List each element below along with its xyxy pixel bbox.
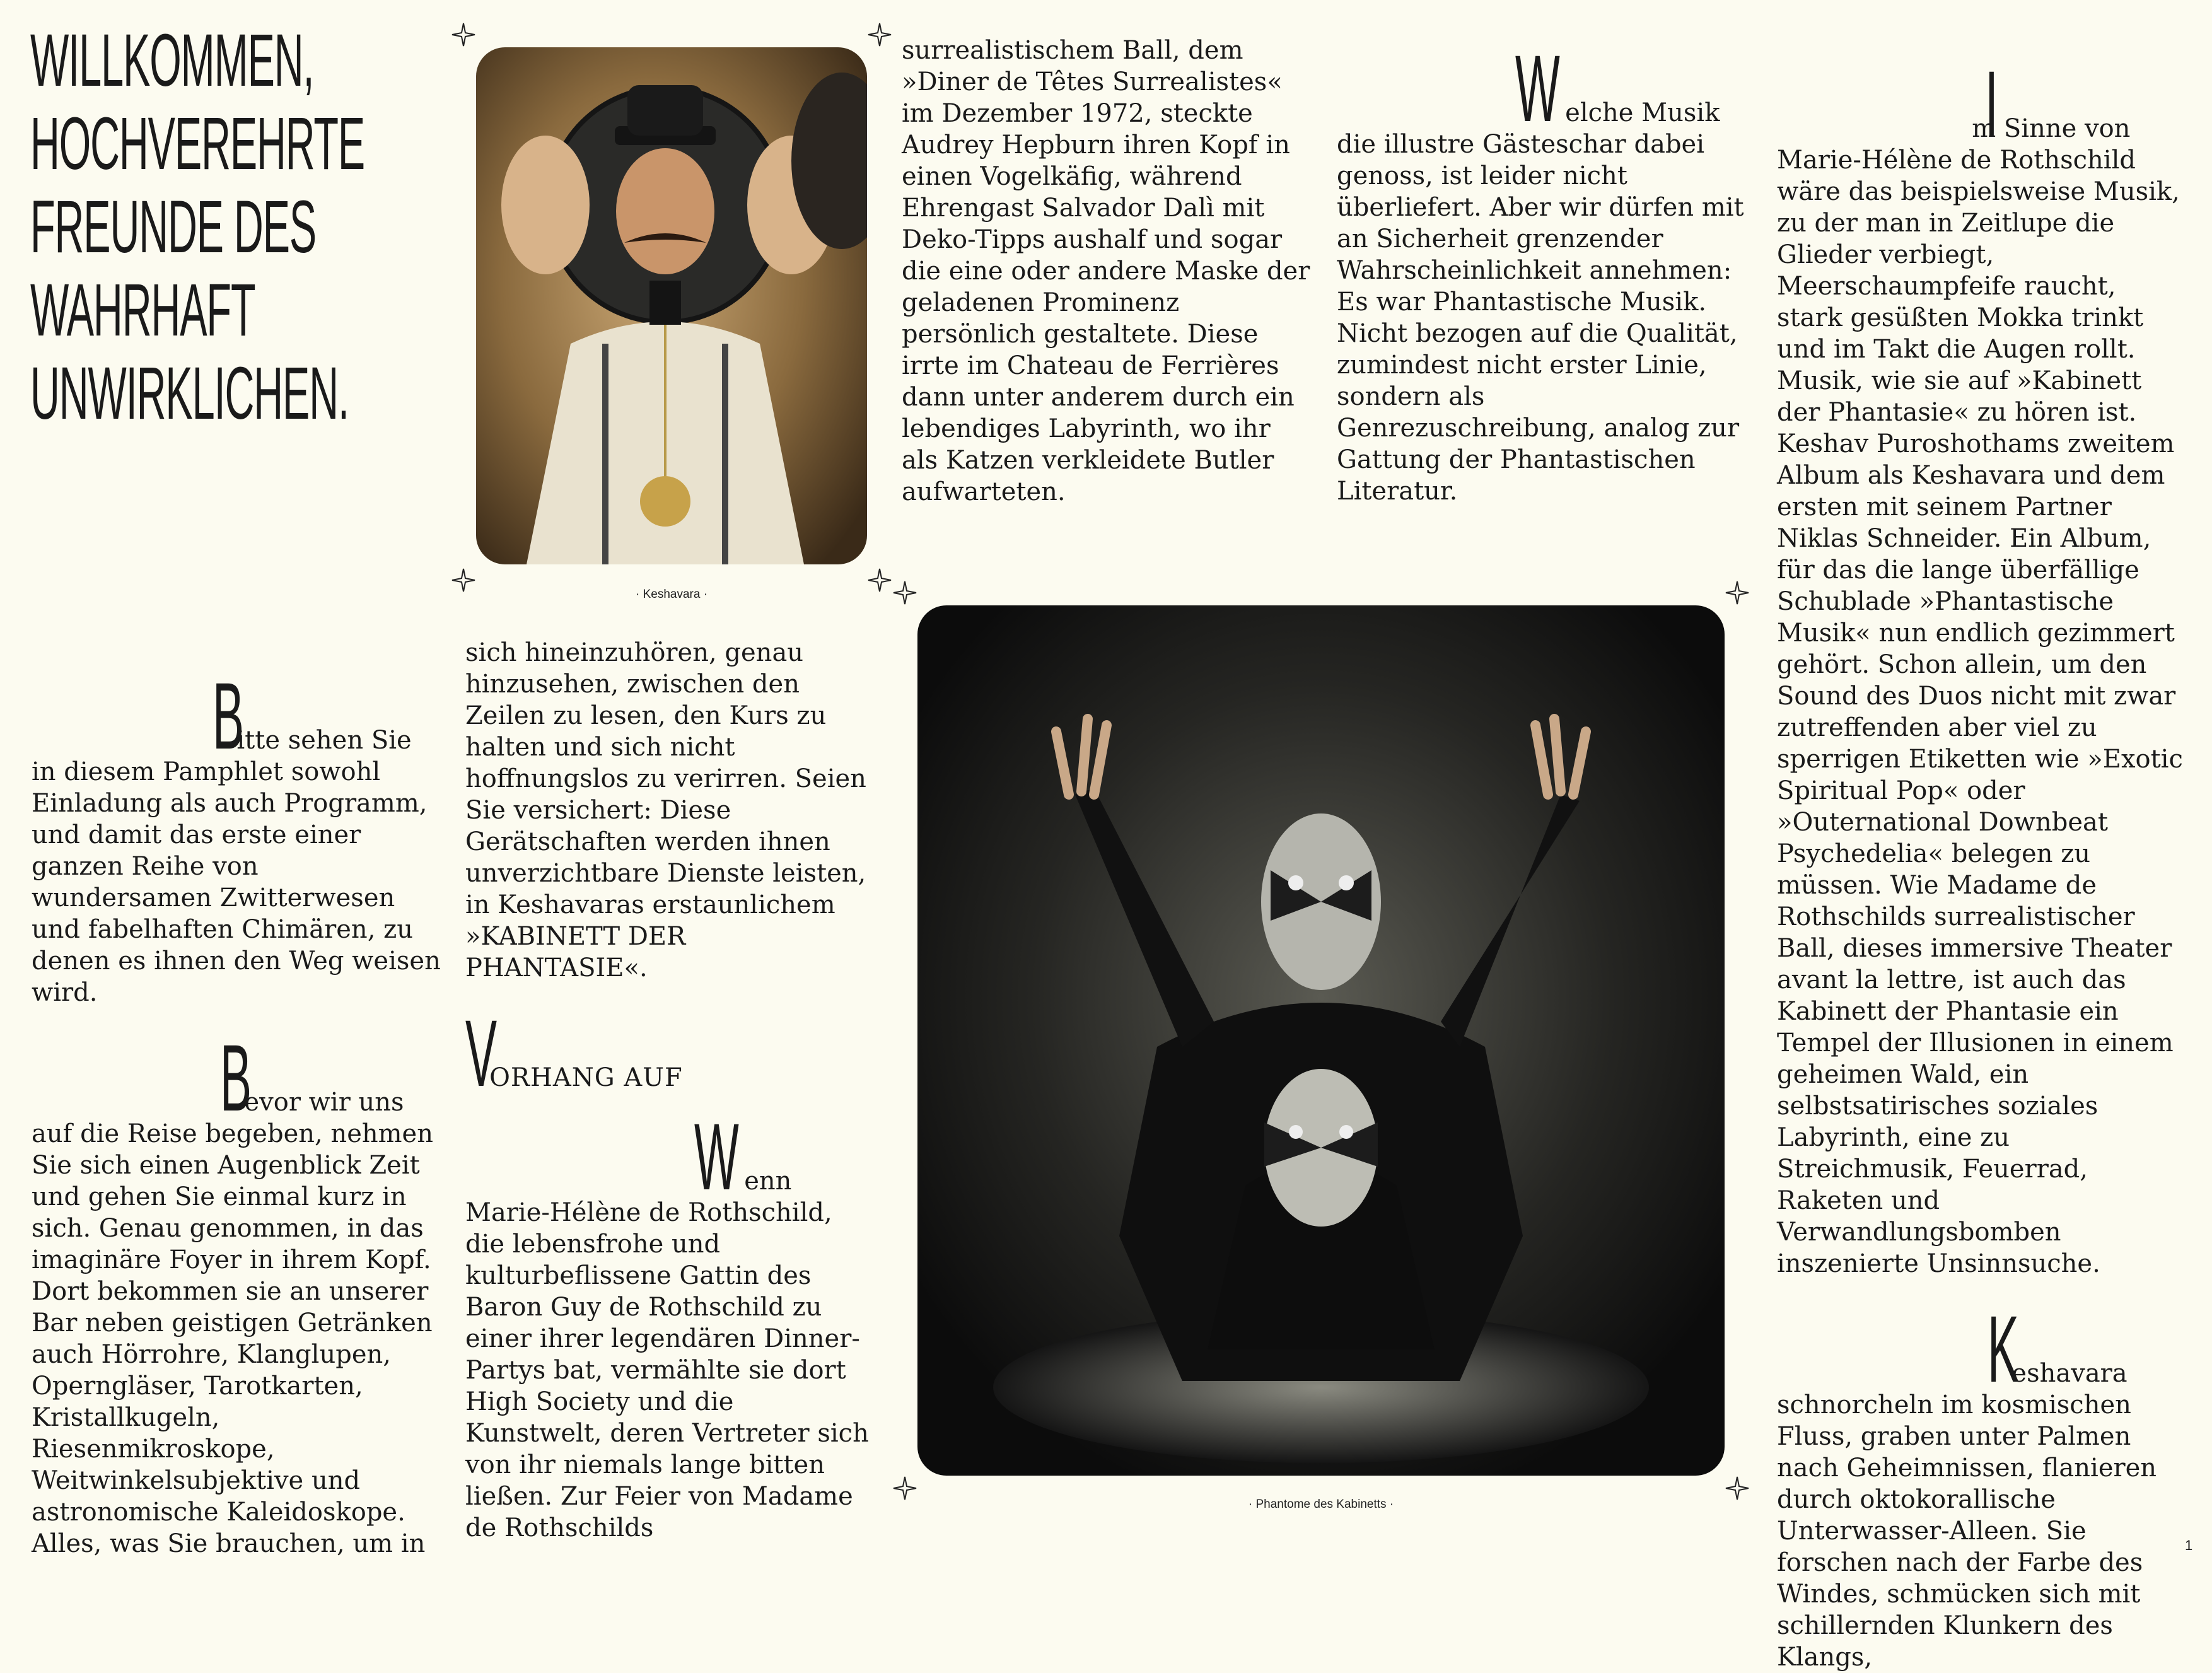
column-2 [465,637,869,1544]
photo-frame-keshavara [463,35,880,580]
paragraph: Wenn Marie-Hélène de Rothschild, die lebensfrohe und kulturbeflissene Gattin des Baron Guy de Rothschild zu einer ihrer legendären Dinner-Partys bat, vermählte sie dort High Society und die Kunstwelt, deren Vertreter sich von ihr niemals lange bitten ließen. Zur Feier von Madame de Rothschilds [465,1104,869,1542]
photo-caption-keshavara: · Keshavara · [635,588,708,601]
drop-cap: W [1515,35,1560,141]
drop-cap: V [465,1000,498,1106]
headline-line: WILLKOMMEN, [30,19,314,102]
headline-line: HOCHVEREHRTE [30,102,365,185]
drop-cap: W [694,1104,739,1210]
paragraph: Keshavara schnorcheln im kosmischen Fluss, graben unter Palmen nach Geheimnissen, flanieren durch oktokorallische Unterwasser-Alleen. Sie forschen nach der Farbe des Windes, schmücken sich mit schillernden Klunkern des Klangs, [1777,1296,2157,1672]
photo-keshavara [476,47,867,564]
paragraph: surrealistischem Ball, dem »Diner de Têtes Surrealistes« im Dezember 1972, steckte Audrey Hepburn ihren Kopf in einen Vogelkäfig, während Ehrengast Salvador Dalì mit Deko-Tipps aushalf und sogar die eine oder andere Maske der geladenen Prominenz persönlich gestaltete. Diese irrte im Chateau de Ferrières dann unter anderem durch ein lebendiges Labyrinth, wo ihr als Katzen verkleidete Butler aufwarteten. [902,36,1310,506]
sparkle-icon [867,22,892,47]
sparkle-icon [1725,580,1750,605]
drop-cap: B [220,1025,252,1131]
headline-line: FREUNDE DES [30,185,317,269]
column-4 [1337,35,1747,507]
photo-phantome [917,605,1725,1476]
drop-cap: B [212,663,245,769]
photo-image [917,605,1725,1476]
sparkle-icon [451,22,476,47]
paragraph: sich hineinzuhören, genau hinzusehen, zwischen den Zeilen zu lesen, den Kurs zu halten und sich nicht hoffnungslos zu verirren. Seien Sie versichert: Diese Gerätschaften werden ihnen unverzichtbare Dienste leisten, in Keshavaras erstaunlichem »KABINETT DER PHANTASIE«. [465,638,866,982]
sparkle-icon [1725,1476,1750,1501]
column-5 [1777,51,2187,1673]
paragraph: Im Sinne von Marie-Hélène de Rothschild wäre das beispielsweise Musik, zu der man in Zeitlupe die Glieder verbiegt, Meerschaumpfeife raucht, stark gesüßten Mokka trinkt und im Takt die Augen rollt. Musik, wie sie auf »Kabinett der Phantasie« zu hören ist. Keshav Puroshothams zweitem Album als Keshavara und dem ersten mit seinem Partner Niklas Schneider. Ein Album, für das die lange überfällige Schublade »Phantastische Musik« nun endlich gezimmert gehört. Schon allein, um den Sound des Duos nicht mit zwar zutreffenden aber viel zu sperrigen Etiketten wie »Exotic Spiritual Pop« oder »Outernational Downbeat Psychedelia« belegen zu müssen. Wie Madame de Rothschilds surrealistischer Ball, dieses immersive Theater avant la lettre, ist auch das Kabinett der Phantasie ein Tempel der Illusionen in einem geheimen Wald, ein selbstsatirisches soziales Labyrinth, eine zu Streichmusik, Feuerrad, Raketen und Verwandlungsbomben inszenierte Unsinnsuche. [1777,51,2183,1278]
paragraph: Welche Musik die illustre Gästeschar dabei genoss, ist leider nicht überliefert. Aber wir dürfen mit an Sicherheit grenzender Wahrscheinlichkeit annehmen: Es war Phantastische Musik. Nicht bezogen auf die Qualität, zumindest nicht erster Linie, sondern als Genrezuschreibung, analog zur Gattung der Phantastischen Literatur. [1337,35,1744,506]
photo-caption-phantome: · Phantome des Kabinetts · [1248,1498,1394,1511]
photo-frame-phantome [905,593,1737,1488]
section-heading: VORHANG AUF [465,1000,683,1106]
drop-cap: I [1984,51,1998,157]
headline-line: WAHRHAFT [30,269,255,352]
headline-line: UNWIRKLICHEN. [30,352,349,435]
paragraph: Bevor wir uns auf die Reise begeben, nehmen Sie sich einen Augenblick Zeit und gehen Sie einmal kurz in sich. Genau genommen, in das imaginäre Foyer in ihrem Kopf. Dort bekommen sie an unserer Bar neben geistigen Getränken auch Hörrohre, Klanglupen, Operngläser, Tarotkarten, Kristallkugeln, Riesenmikroskope, Weitwinkelsubjektive und astronomische Kaleidoskope. Alles, was Sie brauchen, um in [32,1025,433,1558]
paragraph: Bitte sehen Sie in diesem Pamphlet sowohl Einladung als auch Programm, und damit das erste einer ganzen Reihe von wundersamen Zwitterwesen und fabelhaften Chimären, zu denen es ihnen den Weg weisen wird. [32,663,441,1007]
column-3 [902,35,1312,508]
photo-image [476,47,867,564]
drop-cap: K [1988,1296,2020,1402]
headline [30,19,365,435]
sparkle-icon [892,1476,917,1501]
sparkle-icon [892,580,917,605]
column-1 [32,663,441,1559]
page-number: 1 [2185,1537,2193,1553]
